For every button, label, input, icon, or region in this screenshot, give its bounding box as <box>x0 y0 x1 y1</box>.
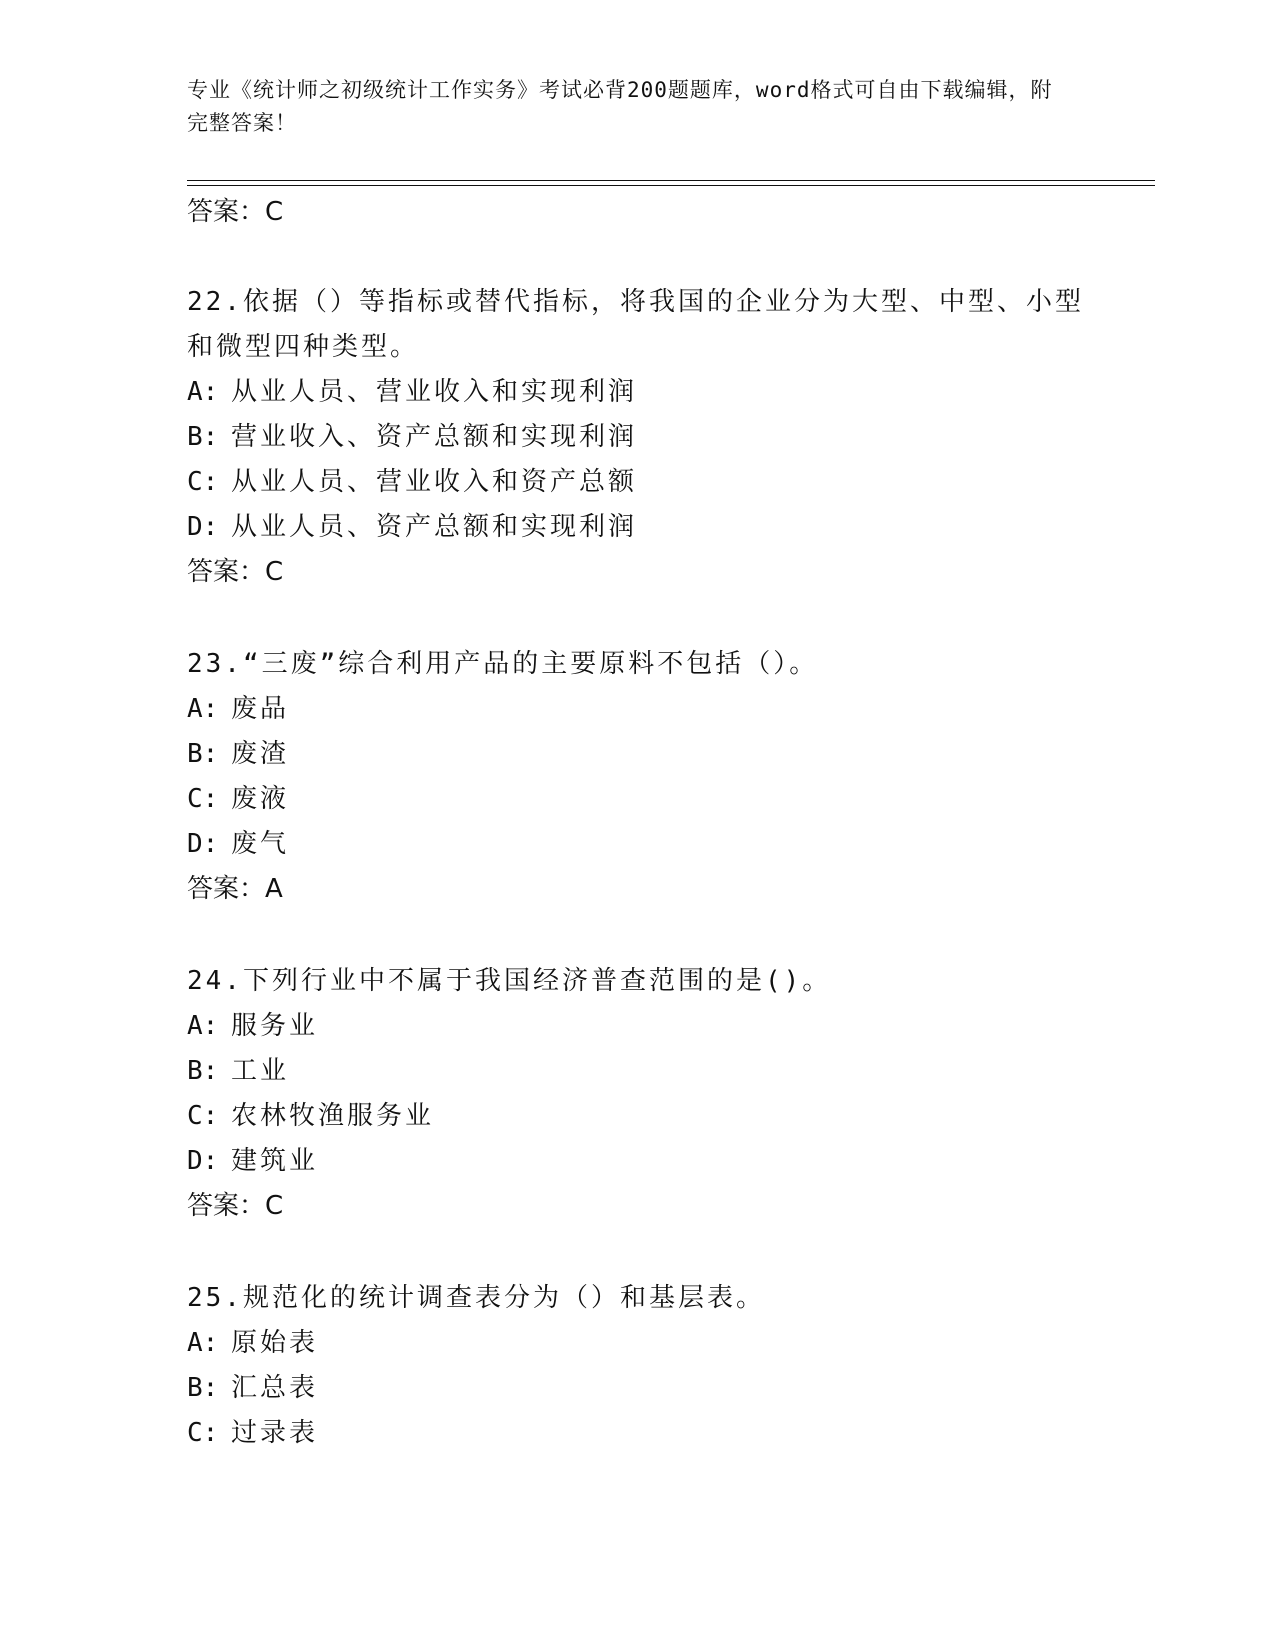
option-text: 从业人员、营业收入和实现利润 <box>231 377 638 407</box>
option-key: B: <box>187 739 219 769</box>
answer-label: 答案：C <box>187 557 284 587</box>
option-key: C: <box>187 784 219 814</box>
option-text: 营业收入、资产总额和实现利润 <box>231 422 638 452</box>
question-stem: 23.“三废”综合利用产品的主要原料不包括（）。 <box>187 649 819 679</box>
option-key: A: <box>187 1011 219 1041</box>
option-text: 农林牧渔服务业 <box>231 1101 435 1131</box>
option-text: 废品 <box>231 694 290 724</box>
option-text: 过录表 <box>231 1418 319 1448</box>
option-text: 废渣 <box>231 739 290 769</box>
header-divider-top <box>187 180 1155 181</box>
answer-label: 答案：C <box>187 1191 284 1221</box>
option-key: A: <box>187 377 219 407</box>
option-a <box>187 1321 1147 1366</box>
option-d <box>187 822 1147 867</box>
question-stem: 24.下列行业中不属于我国经济普查范围的是()。 <box>187 966 832 996</box>
option-key: B: <box>187 422 219 452</box>
option-text: 原始表 <box>231 1328 319 1358</box>
option-a <box>187 370 1147 415</box>
question-block <box>187 959 1147 1229</box>
option-d <box>187 1139 1147 1184</box>
option-c <box>187 1094 1147 1139</box>
option-a <box>187 1004 1147 1049</box>
option-b <box>187 1366 1147 1411</box>
option-key: D: <box>187 1146 219 1176</box>
question-block <box>187 280 1147 595</box>
option-text: 废液 <box>231 784 290 814</box>
option-c <box>187 777 1147 822</box>
question-stem: 25.规范化的统计调查表分为（）和基层表。 <box>187 1283 765 1313</box>
question-list <box>187 190 1147 1456</box>
option-text: 服务业 <box>231 1011 319 1041</box>
option-text: 汇总表 <box>231 1373 319 1403</box>
option-c <box>187 1411 1147 1456</box>
option-text: 从业人员、营业收入和资产总额 <box>231 467 638 497</box>
option-text: 废气 <box>231 829 290 859</box>
option-key: D: <box>187 512 219 542</box>
page-header: 专业《统计师之初级统计工作实务》考试必背200题题库，word格式可自由下载编辑，附完整答案！ <box>187 78 1053 135</box>
option-b <box>187 732 1147 777</box>
option-b <box>187 415 1147 460</box>
option-text: 从业人员、资产总额和实现利润 <box>231 512 638 542</box>
option-key: C: <box>187 1418 219 1448</box>
option-key: A: <box>187 694 219 724</box>
option-c <box>187 460 1147 505</box>
option-text: 工业 <box>231 1056 290 1086</box>
option-d <box>187 505 1147 550</box>
answer-label: 答案：A <box>187 874 283 904</box>
option-key: C: <box>187 1101 219 1131</box>
option-text: 建筑业 <box>231 1146 319 1176</box>
option-key: D: <box>187 829 219 859</box>
question-block <box>187 642 1147 912</box>
question-stem: 22.依据（）等指标或替代指标，将我国的企业分为大型、中型、小型和微型四种类型。 <box>187 287 1084 362</box>
header-divider-bottom <box>187 185 1155 186</box>
option-b <box>187 1049 1147 1094</box>
option-key: B: <box>187 1373 219 1403</box>
option-key: B: <box>187 1056 219 1086</box>
question-block <box>187 1276 1147 1456</box>
option-key: C: <box>187 467 219 497</box>
option-a <box>187 687 1147 732</box>
answer-label: 答案：C <box>187 197 284 227</box>
option-key: A: <box>187 1328 219 1358</box>
